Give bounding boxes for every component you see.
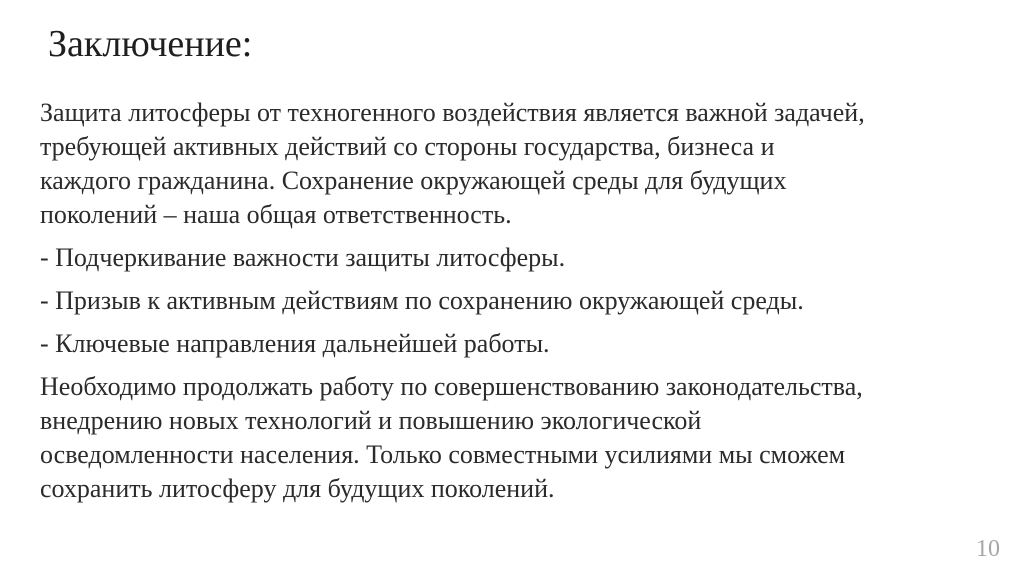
closing-paragraph	[40, 370, 1000, 506]
closing-line: осведомленности населения. Только совместными усилиями мы сможем	[40, 440, 846, 469]
intro-line: Защита литосферы от техногенного воздействия является важной задачей,	[40, 98, 865, 127]
closing-line: Необходимо продолжать работу по совершенствованию законодательства,	[40, 372, 863, 401]
bullet-item: - Ключевые направления дальнейшей работы.	[40, 329, 550, 358]
bullet-item: - Подчеркивание важности защиты литосферы.	[40, 243, 566, 272]
intro-line: поколений – наша общая ответственность.	[40, 200, 512, 229]
intro-line: каждого гражданина. Сохранение окружающей среды для будущих	[40, 166, 787, 195]
intro-paragraph	[40, 96, 1000, 232]
closing-line: внедрению новых технологий и повышению экологической	[40, 406, 702, 435]
page-number: 10	[976, 536, 1000, 562]
slide-title: Заключение:	[48, 23, 253, 65]
closing-line: сохранить литосферу для будущих поколений.	[40, 474, 555, 503]
bullet-item: - Призыв к активным действиям по сохранению окружающей среды.	[40, 286, 804, 315]
intro-line: требующей активных действий со стороны государства, бизнеса и	[40, 132, 775, 161]
slide-body	[40, 96, 1000, 515]
